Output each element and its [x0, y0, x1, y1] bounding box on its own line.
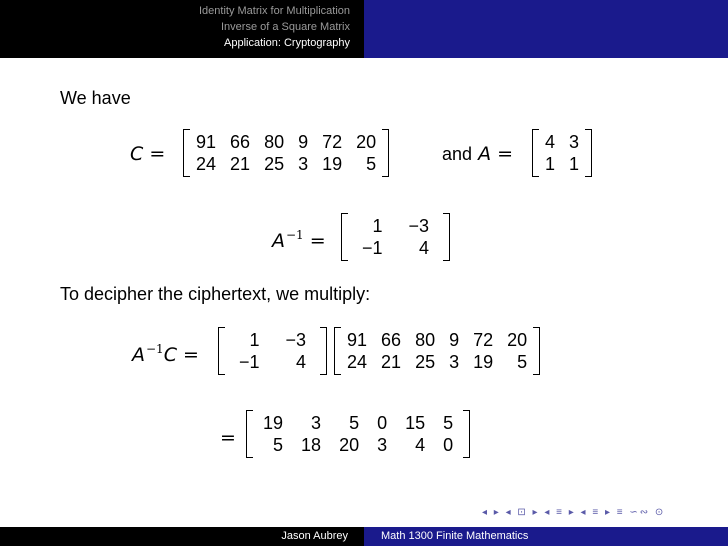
matrix-cell: 21 [230, 154, 251, 174]
product-c-grid [341, 327, 533, 375]
matrix-cell: 4 [415, 435, 426, 455]
matrix-cell: 3 [377, 435, 388, 455]
c-equation-label [130, 143, 165, 165]
matrix-cell: 25 [415, 352, 436, 372]
and-text: and [442, 144, 473, 164]
product-c-matrix [334, 327, 540, 375]
matrix-cell: −3 [285, 330, 307, 350]
a-symbol: A [478, 143, 492, 165]
c-matrix-grid [190, 129, 382, 177]
matrix-cell: 24 [347, 352, 368, 372]
matrix-cell: −1 [239, 352, 260, 372]
matrix-cell: 66 [381, 330, 402, 350]
matrix-cell: 5 [349, 413, 360, 433]
inverse-exponent: −1 [146, 342, 164, 356]
matrix-cell: 3 [298, 154, 309, 174]
a-inverse-matrix-grid [348, 213, 443, 261]
right-bracket [382, 129, 389, 177]
inverse-exponent: −1 [286, 228, 304, 242]
section-nav-list [199, 3, 350, 51]
nav-item-identity[interactable]: Identity Matrix for Multiplication [199, 5, 350, 17]
equals-sign: = [309, 230, 326, 252]
matrix-cell: 5 [517, 352, 528, 372]
product-a-inverse-grid [225, 327, 320, 375]
matrix-cell: 91 [347, 330, 368, 350]
beamer-nav-symbols[interactable]: ◂ ▸ ◂ ⊡ ▸ ◂ ≡ ▸ ◂ ≡ ▸ ≡ ∽∾ ⊙ [482, 507, 666, 518]
header-bar [0, 0, 728, 58]
matrix-cell: 4 [419, 238, 430, 258]
matrix-cell: −1 [362, 238, 383, 258]
matrix-cell: 72 [473, 330, 494, 350]
matrix-cell: 1 [249, 330, 260, 350]
matrix-cell: 9 [449, 330, 460, 350]
left-bracket [246, 410, 253, 458]
matrix-cell: 5 [273, 435, 284, 455]
a-inverse-symbol: A [272, 230, 285, 252]
left-bracket [218, 327, 225, 375]
matrix-cell: 0 [443, 435, 454, 455]
right-bracket [533, 327, 540, 375]
footer-bar [0, 527, 728, 546]
equals-sign: = [220, 427, 236, 449]
c-symbol: C [130, 143, 144, 165]
matrix-cell: 66 [230, 132, 251, 152]
matrix-cell: 3 [569, 132, 580, 152]
equals-sign: = [497, 143, 514, 165]
matrix-cell: 80 [264, 132, 285, 152]
header-section-nav [0, 0, 364, 58]
a-inverse-symbol: A [132, 344, 145, 366]
matrix-cell: 0 [377, 413, 388, 433]
right-bracket [443, 213, 450, 261]
left-bracket [183, 129, 190, 177]
product-label [132, 342, 199, 366]
matrix-cell: 19 [473, 352, 494, 372]
matrix-cell: 3 [449, 352, 460, 372]
right-bracket [320, 327, 327, 375]
equals-sign: = [183, 344, 199, 366]
right-bracket [463, 410, 470, 458]
c-matrix [183, 129, 389, 177]
matrix-cell: 15 [405, 413, 426, 433]
a-inverse-matrix [341, 213, 450, 261]
right-bracket [585, 129, 592, 177]
product-a-inverse-matrix [218, 327, 327, 375]
matrix-cell: 5 [366, 154, 377, 174]
matrix-cell: 20 [507, 330, 528, 350]
matrix-cell: 72 [322, 132, 343, 152]
intro-text: We have [60, 88, 131, 108]
left-bracket [341, 213, 348, 261]
footer-author: Jason Aubrey [0, 527, 364, 546]
matrix-cell: 9 [298, 132, 309, 152]
left-bracket [334, 327, 341, 375]
result-matrix [246, 410, 470, 458]
matrix-cell: 19 [322, 154, 343, 174]
a-equation-label [442, 143, 513, 165]
nav-item-inverse[interactable]: Inverse of a Square Matrix [220, 21, 350, 33]
matrix-cell: −3 [408, 216, 430, 236]
result-equals [220, 427, 236, 449]
matrix-cell: 25 [264, 154, 285, 174]
matrix-cell: 5 [443, 413, 454, 433]
decipher-text: To decipher the ciphertext, we multiply: [60, 284, 371, 304]
a-matrix-grid [539, 129, 585, 177]
matrix-cell: 80 [415, 330, 436, 350]
matrix-cell: 3 [311, 413, 322, 433]
matrix-cell: 20 [339, 435, 360, 455]
a-inverse-label [272, 228, 326, 252]
header-right-panel [364, 0, 728, 58]
matrix-cell: 1 [545, 154, 556, 174]
equals-sign: = [149, 143, 166, 165]
matrix-cell: 1 [372, 216, 383, 236]
matrix-cell: 21 [381, 352, 402, 372]
result-matrix-grid [253, 410, 463, 458]
matrix-cell: 4 [296, 352, 307, 372]
matrix-cell: 20 [356, 132, 377, 152]
c-symbol: C [163, 344, 177, 366]
matrix-cell: 4 [545, 132, 556, 152]
nav-item-cryptography[interactable]: Application: Cryptography [224, 37, 350, 49]
matrix-cell: 19 [263, 413, 284, 433]
matrix-cell: 18 [301, 435, 322, 455]
a-matrix [532, 129, 592, 177]
matrix-cell: 91 [196, 132, 217, 152]
matrix-cell: 24 [196, 154, 217, 174]
left-bracket [532, 129, 539, 177]
footer-course: Math 1300 Finite Mathematics [364, 527, 728, 546]
matrix-cell: 1 [569, 154, 580, 174]
